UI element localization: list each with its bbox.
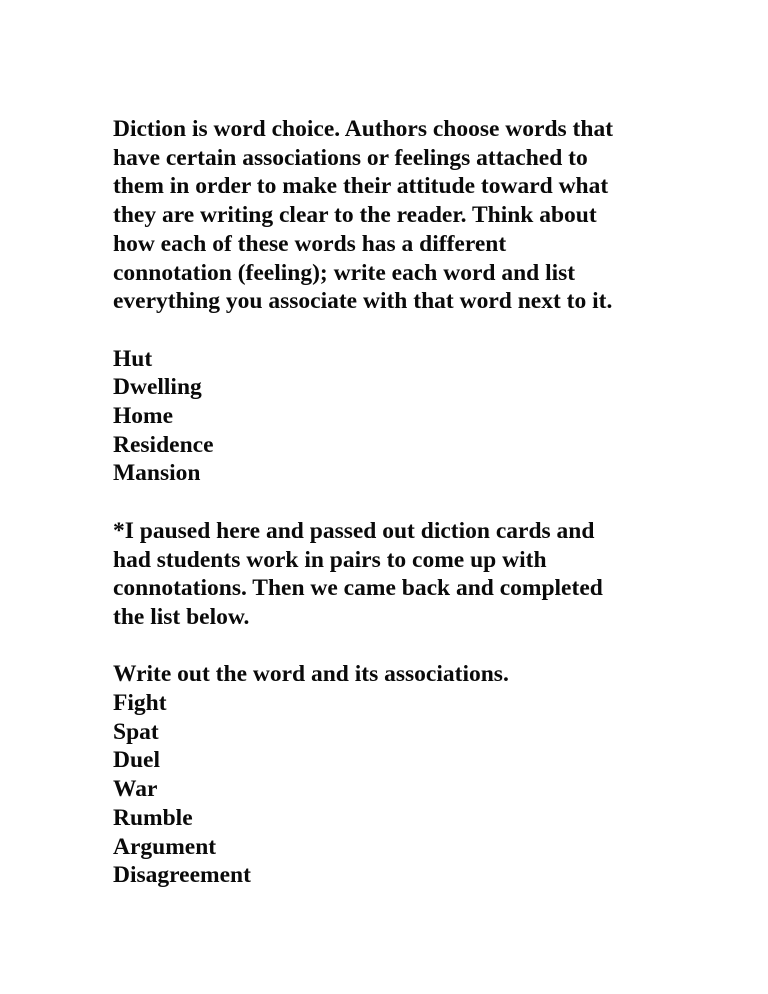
text-line: *I paused here and passed out diction cards and (113, 517, 595, 544)
teacher-note (113, 517, 673, 632)
list-item: Residence (113, 431, 214, 458)
list-item: Mansion (113, 460, 201, 487)
text-line: connotations. Then we came back and completed (113, 575, 603, 602)
spacer (113, 316, 673, 345)
word-list-dwellings (113, 345, 673, 489)
section-heading: Write out the word and its associations. (113, 661, 509, 688)
list-item: Dwelling (113, 374, 202, 401)
text-line: them in order to make their attitude toward what (113, 173, 609, 200)
list-item: Rumble (113, 804, 193, 831)
list-item: Fight (113, 690, 167, 717)
list-item: War (113, 776, 158, 803)
list-item: Argument (113, 833, 217, 860)
list-item: Spat (113, 718, 159, 745)
list-item: Disagreement (113, 862, 251, 889)
word-list-conflict (113, 689, 673, 890)
text-line: the list below. (113, 603, 250, 630)
text-line: everything you associate with that word next to it. (113, 288, 613, 315)
text-line: Diction is word choice. Authors choose words that (113, 116, 614, 142)
document-page (113, 115, 673, 890)
text-line: how each of these words has a different (113, 230, 507, 257)
list-item: Hut (113, 345, 153, 372)
list-item: Duel (113, 747, 160, 774)
spacer (113, 488, 673, 517)
intro-paragraph (113, 115, 673, 316)
text-line: they are writing clear to the reader. Think about (113, 202, 597, 229)
text-line: have certain associations or feelings attached to (113, 144, 588, 171)
text-line: had students work in pairs to come up with (113, 546, 547, 573)
list-item: Home (113, 403, 174, 430)
text-line: connotation (feeling); write each word and list (113, 259, 576, 286)
spacer (113, 632, 673, 661)
